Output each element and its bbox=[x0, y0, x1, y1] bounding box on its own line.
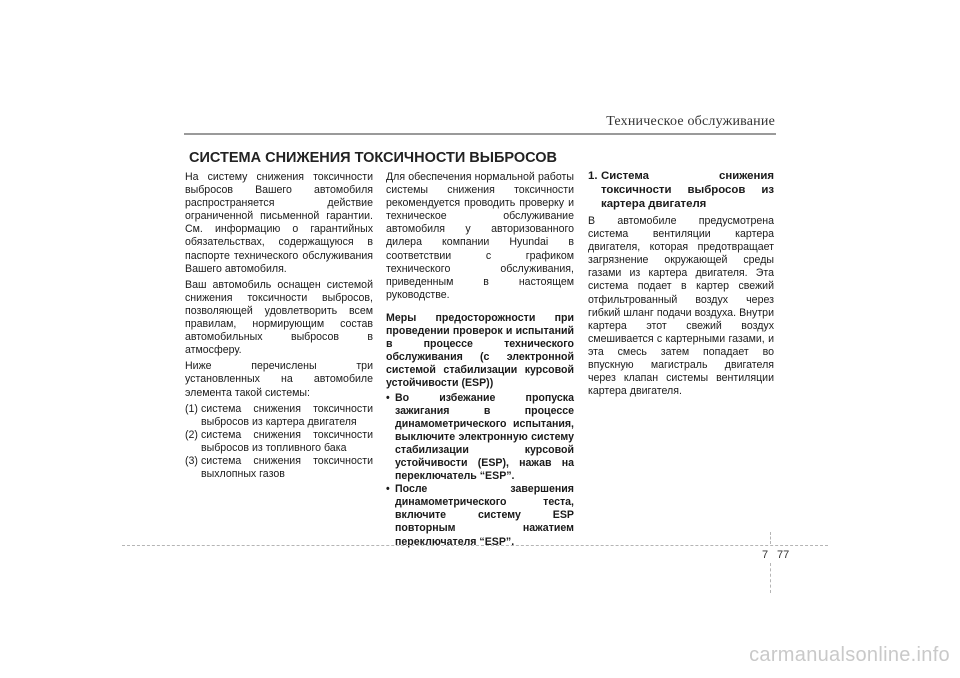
list-item-text: система снижения токсичности выбросов из топливного бака bbox=[201, 428, 373, 454]
list-item bbox=[185, 455, 373, 481]
bullet-text: Во избежание пропуска зажигания в процессе динамометрического испытания, выключите электронную систему стабилизации курсовой устойчивости (ESP), нажав на переключатель “ESP”. bbox=[395, 391, 574, 483]
header-rule bbox=[184, 133, 776, 135]
footer-tick-lower bbox=[770, 563, 771, 593]
column-1 bbox=[185, 171, 373, 481]
column-2 bbox=[386, 171, 574, 549]
running-header-title: Техническое обслуживание bbox=[606, 114, 775, 129]
footer-tick-upper bbox=[770, 532, 771, 544]
paragraph-equipped: Ваш автомобиль оснащен системой снижения токсичности выбросов, позволяющей удовлетворить всем правилам, нормирующим состав автомобильных выбросов в атмосферу. bbox=[185, 278, 373, 357]
paragraph-dealer: Для обеспечения нормальной работы системы снижения токсичности рекомендуется проводить проверку и техническое обслуживание автомобиля у авторизованного дилера компании Hyundai в соответствии с графиком технического обслуживания, приведенным в настоящем руководстве. bbox=[386, 171, 574, 301]
footer-rule bbox=[122, 545, 828, 546]
paragraph-list-intro: Ниже перечислены три установленных на автомобиле элемента такой системы: bbox=[185, 360, 373, 399]
bullet-item bbox=[386, 392, 574, 484]
subsection-number: 1. bbox=[588, 170, 598, 182]
chapter-number: 7 bbox=[762, 549, 769, 561]
paragraph-warranty: На систему снижения токсичности выбросов Вашего автомобиля распространяется действие ограниченной письменной гарантии. См. информацию о гарантийных обязательствах, содержащуюся в паспорте технического обслуживания Вашего автомобиля. bbox=[185, 171, 373, 275]
list-item bbox=[185, 429, 373, 455]
subsection-title: Система снижения токсичности выбросов из картера двигателя bbox=[601, 170, 774, 210]
bullet-dot: • bbox=[386, 391, 390, 404]
watermark: carmanualsonline.info bbox=[749, 644, 950, 666]
paragraph-crankcase: В автомобиле предусмотрена система вентиляции картера двигателя, которая предотвращает загрязнение окружающей среды газами из картера двигателя. Эта система подает в картер свежий отфильтрованный воздух через гибкий шланг подачи воздуха. Внутри картера этот свежий воздух смешивается с картерными газами, и эта смесь затем попадает во впускную магистраль двигателя через клапан системы вентиляции картера двигателя. bbox=[588, 215, 774, 398]
list-item-number: (1) bbox=[185, 402, 198, 415]
subsection-heading bbox=[588, 169, 774, 211]
precautions-heading: Меры предосторожности при проведении проверок и испытаний в процессе технического обслуживания (с электронной системой стабилизации курсовой устойчивости (ESP)) bbox=[386, 311, 574, 390]
list-item-number: (3) bbox=[185, 454, 198, 467]
list-item bbox=[185, 403, 373, 429]
bullet-item bbox=[386, 483, 574, 548]
column-3 bbox=[588, 169, 774, 401]
bullet-text: После завершения динамометрического теста, включите систему ESP повторным нажатием переключателя “ESP”. bbox=[395, 483, 574, 548]
page-number: 77 bbox=[777, 549, 790, 561]
list-item-text: система снижения токсичности выбросов из картера двигателя bbox=[201, 402, 373, 428]
list-item-text: система снижения токсичности выхлопных газов bbox=[201, 454, 373, 481]
section-title: СИСТЕМА СНИЖЕНИЯ ТОКСИЧНОСТИ ВЫБРОСОВ bbox=[189, 150, 557, 166]
bullet-dot: • bbox=[386, 483, 390, 496]
list-item-number: (2) bbox=[185, 428, 198, 441]
